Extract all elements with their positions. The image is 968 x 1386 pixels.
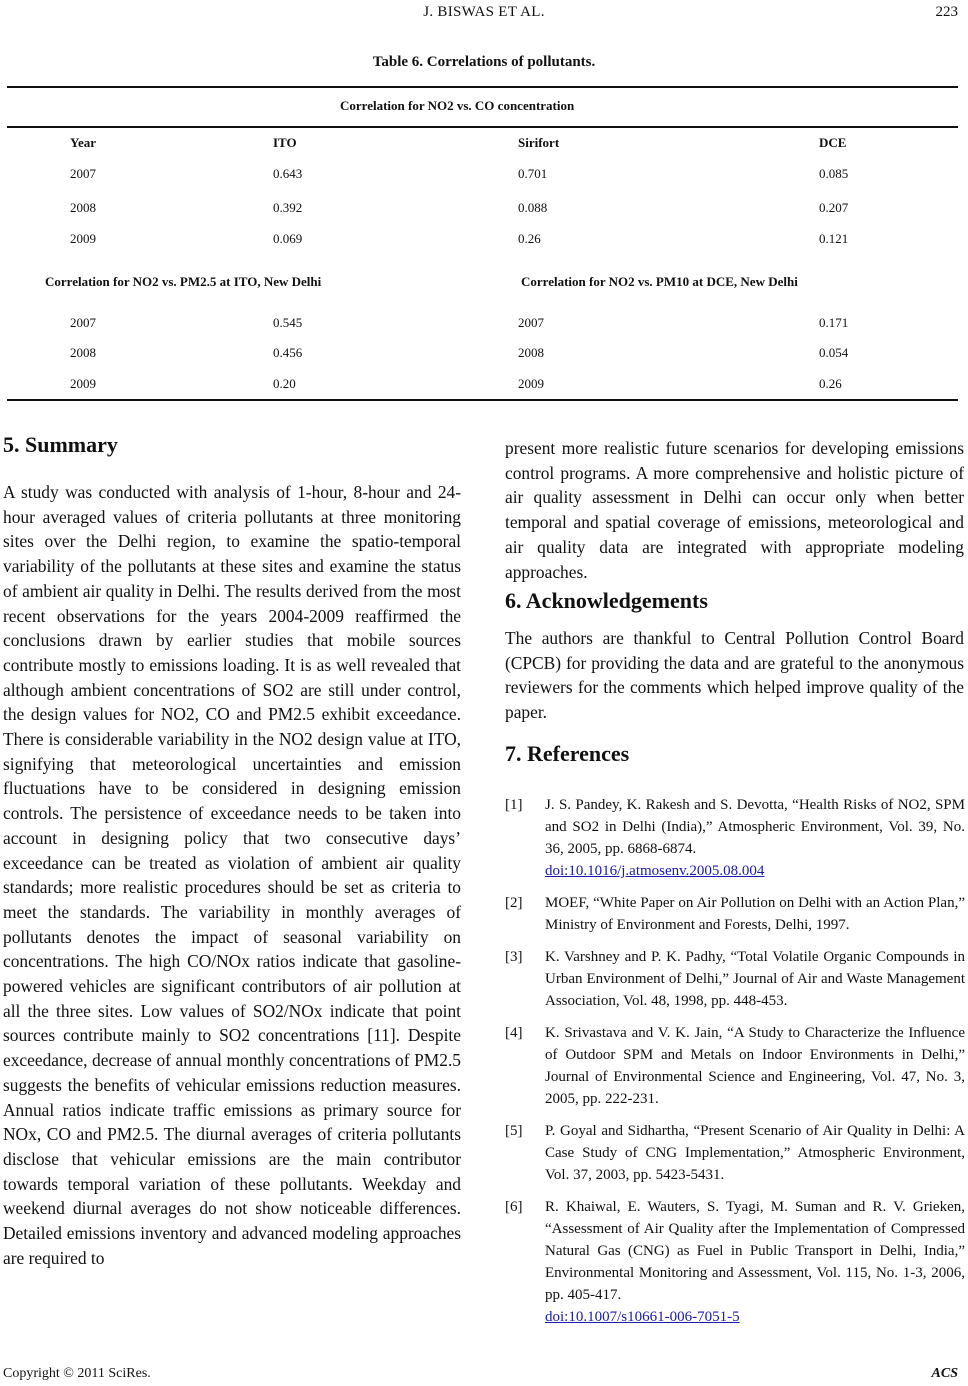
table-cell: 0.701 — [518, 166, 548, 181]
summary-continued: present more realistic future scenarios for developing emissions control programs. A more comprehensive and holistic picture of air quality assessment in Delhi can occur only when better temporal and spatial coverage of emissions, meteorological and air quality data are integrated with appropriate modeling approaches. — [505, 438, 964, 582]
table-cell: 0.545 — [273, 315, 303, 330]
table-cell: 2008 — [70, 345, 96, 360]
table-cell: 0.26 — [518, 231, 541, 246]
table-cell: 2007 — [70, 315, 96, 330]
reference-item: [6] R. Khaiwal, E. Wauters, S. Tyagi, M. Suman and R. V. Grieken, “Assessment of Air Quality after the Implementation of Compressed Natural Gas (CNG) as Fuel in Public Transport in Delhi, India,” Environmental Monitoring and Assessment, Vol. 115, No. 1-3, 2006, pp. 405-417. doi:10.1007/s10661-006-7051-5 — [505, 1199, 965, 1325]
table-cell: 0.26 — [819, 376, 842, 391]
reference-text: J. S. Pandey, K. Rakesh and S. Devotta, “Health Risks of NO2, SPM and SO2 in Delhi (India),” Atmospheric Environment, Vol. 39, No. 36, 2005, pp. 6868-6874. — [545, 797, 965, 857]
acknowledgements-body: The authors are thankful to Central Pollution Control Board (CPCB) for providing the data and are grateful to the anonymous reviewers for the comments which helped improve quality of the paper. — [505, 628, 964, 723]
reference-text: K. Varshney and P. K. Padhy, “Total Volatile Organic Compounds in Urban Environment of Delhi,” Journal of Air and Waste Management Association, Vol. 48, 1998, pp. 448-453. — [545, 949, 965, 1009]
table-cell: 2007 — [518, 315, 544, 330]
journal-abbrev: ACS — [931, 1366, 958, 1381]
table-header-row — [7, 135, 958, 153]
table-cell: 0.069 — [273, 231, 303, 246]
reference-text: MOEF, “White Paper on Air Pollution on Delhi with an Action Plan,” Ministry of Environment and Forests, Delhi, 1997. — [545, 895, 965, 933]
table-cell: 2009 — [518, 376, 544, 391]
table-cell: 2009 — [70, 231, 96, 246]
table-bottom-rule — [7, 399, 958, 401]
table-cell: 2007 — [70, 166, 96, 181]
references-heading: 7. References — [505, 741, 630, 766]
table-cell: 0.207 — [819, 200, 849, 215]
table-section-title-no2-pm25: Correlation for NO2 vs. PM2.5 at ITO, New Delhi — [45, 274, 322, 289]
reference-text: K. Srivastava and V. K. Jain, “A Study to Characterize the Influence of Outdoor SPM and Metals on Indoor Environments in Delhi,” Journal of Environmental Science and Engineering, Vol. 47, No. 3, 2005, pp. 222-231. — [545, 1025, 965, 1107]
table-top-rule — [7, 86, 958, 88]
col-header-year: Year — [70, 135, 96, 150]
table-row — [7, 200, 958, 218]
table-cell: 0.054 — [819, 345, 849, 360]
table-row — [7, 231, 958, 249]
table-cell: 2009 — [70, 376, 96, 391]
acknowledgements-heading: 6. Acknowledgements — [505, 588, 708, 613]
table-section-title-no2-co: Correlation for NO2 vs. CO concentration — [340, 98, 575, 113]
col-header-dce: DCE — [819, 135, 847, 150]
reference-text: P. Goyal and Sidhartha, “Present Scenario of Air Quality in Delhi: A Case Study of CNG Implementation,” Atmospheric Environment, Vol. 37, 2003, pp. 5423-5431. — [545, 1123, 965, 1183]
table-cell: 0.643 — [273, 166, 303, 181]
reference-list — [505, 794, 965, 1338]
running-head-authors: J. BISWAS ET AL. — [423, 4, 545, 20]
table-cell: 0.088 — [518, 200, 548, 215]
table-row — [7, 315, 958, 333]
table-cell: 0.456 — [273, 345, 303, 360]
summary-body: A study was conducted with analysis of 1-hour, 8-hour and 24-hour averaged values of criteria pollutants at three monitoring sites over the Delhi region, to examine the spatio-temporal variability of the pollutants at these sites and examine the status of ambient air quality in Delhi. The results derived from the most recent observations for the years 2004-2009 reaffirmed the conclusions drawn by earlier studies that mobile sources contribute mostly to emissions loading. It is as well revealed that although ambient concentrations of SO2 are still under control, the design values for NO2, CO and PM2.5 exhibit exceedance. There is considerable variability in the NO2 design value at ITO, signifying that meteorological uncertainties and emission fluctuations have to be considered in designing emission controls. The persistence of exceedance needs to be taken into account in designing policy that two consecutive days’ exceedance can be treated as violation of ambient air quality standards; more realistic procedures should be set as criteria to meet the standards. The variability in monthly averages of pollutants denotes the impact of seasonal variability on concentrations. The high CO/NOx ratios indicate that gasoline-powered vehicles are significant contributors of air pollution at all the three sites. Low values of SO2/NOx indicate that point sources contribute mainly to SO2 concentrations [11]. Despite exceedance, decrease of annual monthly concentrations of PM2.5 suggests the benefits of vehicular emissions reduction measures. Annual ratios indicate traffic emissions as primary source for NOx, CO and PM2.5. The diurnal averages of criteria pollutants disclose that vehicular emissions are the main contributor towards temporal variation of these pollutants. Weekday and weekend diurnal averages do not show noticeable differences. Detailed emissions inventory and advanced modeling approaches are required to — [3, 482, 461, 1268]
reference-item: [5] P. Goyal and Sidhartha, “Present Scenario of Air Quality in Delhi: A Case Study of CNG Implementation,” Atmospheric Environment, Vol. 37, 2003, pp. 5423-5431. — [505, 1123, 965, 1183]
page-number: 223 — [935, 4, 958, 20]
copyright-text: Copyright © 2011 SciRes. — [3, 1366, 151, 1381]
table-cell: 2008 — [70, 200, 96, 215]
table-row — [7, 345, 958, 363]
col-header-ito: ITO — [273, 135, 297, 150]
table-cell: 0.171 — [819, 315, 849, 330]
table-row — [7, 166, 958, 184]
table-cell: 0.121 — [819, 231, 849, 246]
table-cell: 2008 — [518, 345, 544, 360]
doi-link[interactable]: doi:10.1016/j.atmosenv.2005.08.004 — [545, 863, 765, 879]
col-header-sirifort: Sirifort — [518, 135, 560, 150]
page-header — [0, 4, 968, 24]
reference-item: [2] MOEF, “White Paper on Air Pollution on Delhi with an Action Plan,” Ministry of Environment and Forests, Delhi, 1997. — [505, 895, 965, 933]
table-cell: 0.20 — [273, 376, 296, 391]
reference-item: [4] K. Srivastava and V. K. Jain, “A Study to Characterize the Influence of Outdoor SPM and Metals on Indoor Environments in Delhi,” Journal of Environmental Science and Engineering, Vol. 47, No. 3, 2005, pp. 222-231. — [505, 1025, 965, 1107]
summary-heading: 5. Summary — [3, 432, 118, 457]
table-header-rule — [7, 126, 958, 128]
table-row — [7, 376, 958, 394]
reference-item: [1] J. S. Pandey, K. Rakesh and S. Devotta, “Health Risks of NO2, SPM and SO2 in Delhi (India),” Atmospheric Environment, Vol. 39, No. 36, 2005, pp. 6868-6874. doi:10.1016/j.atmosenv.2005.08.004 — [505, 797, 965, 879]
table-section-title-no2-pm10: Correlation for NO2 vs. PM10 at DCE, New Delhi — [521, 274, 798, 289]
doi-link[interactable]: doi:10.1007/s10661-006-7051-5 — [545, 1309, 740, 1325]
table-cell: 0.392 — [273, 200, 303, 215]
table-cell: 0.085 — [819, 166, 849, 181]
table-caption: Table 6. Correlations of pollutants. — [372, 54, 596, 70]
reference-text: R. Khaiwal, E. Wauters, S. Tyagi, M. Suman and R. V. Grieken, “Assessment of Air Quality after the Implementation of Compressed Natural Gas (CNG) as Fuel in Public Transport in Delhi, India,” Environmental Monitoring and Assessment, Vol. 115, No. 1-3, 2006, pp. 405-417. — [545, 1199, 965, 1303]
reference-item: [3] K. Varshney and P. K. Padhy, “Total Volatile Organic Compounds in Urban Environment of Delhi,” Journal of Air and Waste Management Association, Vol. 48, 1998, pp. 448-453. — [505, 949, 965, 1009]
